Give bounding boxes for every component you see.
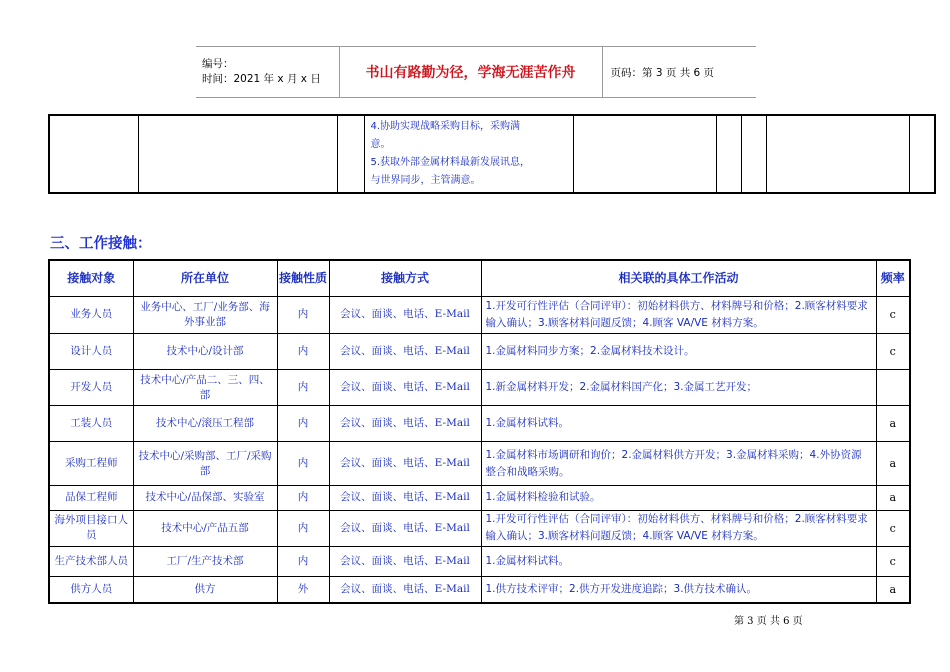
contact-object-cell: 供方人员 bbox=[49, 577, 133, 603]
method-cell: 会议、面谈、电话、E-Mail bbox=[329, 369, 481, 405]
unit-cell: 技术中心/产品二、三、四、部 bbox=[133, 369, 277, 405]
continued-line: 4.协助实现战略采购目标，采购满 bbox=[370, 121, 521, 132]
continued-line: 意。 bbox=[370, 139, 391, 150]
nature-cell: 外 bbox=[277, 577, 329, 603]
unit-cell: 技术中心/品保部、实验室 bbox=[133, 485, 277, 510]
nature-cell: 内 bbox=[277, 485, 329, 510]
header-unit: 所在单位 bbox=[133, 260, 277, 296]
unit-cell: 技术中心/采购部、工厂/采购部 bbox=[133, 442, 277, 485]
frequency-cell: c bbox=[876, 296, 910, 333]
contact-object-cell: 海外项目接口人员 bbox=[49, 510, 133, 546]
continued-cell-empty bbox=[766, 115, 909, 193]
method-cell: 会议、面谈、电话、E-Mail bbox=[329, 296, 481, 333]
unit-cell: 技术中心/设计部 bbox=[133, 333, 277, 369]
contact-object-cell: 工装人员 bbox=[49, 406, 133, 442]
frequency-cell: a bbox=[876, 485, 910, 510]
frequency-cell: c bbox=[876, 333, 910, 369]
table-row bbox=[49, 577, 910, 603]
continued-cell-empty bbox=[49, 115, 138, 193]
table-row bbox=[49, 485, 910, 510]
table-row bbox=[49, 442, 910, 485]
continued-line: 与世界同步，主管满意。 bbox=[370, 175, 481, 186]
unit-cell: 工厂/生产技术部 bbox=[133, 547, 277, 577]
unit-cell: 供方 bbox=[133, 577, 277, 603]
table-row bbox=[49, 510, 910, 546]
nature-cell: 内 bbox=[277, 547, 329, 577]
unit-cell: 技术中心/产品五部 bbox=[133, 510, 277, 546]
document-number-label: 编号： bbox=[202, 58, 234, 70]
method-cell: 会议、面谈、电话、E-Mail bbox=[329, 406, 481, 442]
table-header-row bbox=[49, 260, 910, 296]
nature-cell: 内 bbox=[277, 442, 329, 485]
continued-line: 5.获取外部金属材料最新发展讯息， bbox=[370, 157, 531, 168]
contact-object-cell: 生产技术部人员 bbox=[49, 547, 133, 577]
contact-object-cell: 设计人员 bbox=[49, 333, 133, 369]
header-nature: 接触性质 bbox=[277, 260, 329, 296]
unit-cell: 业务中心、工厂/业务部、海外事业部 bbox=[133, 296, 277, 333]
continued-cell-empty bbox=[716, 115, 741, 193]
activity-cell: 1.金属材料试料。 bbox=[481, 406, 876, 442]
nature-cell: 内 bbox=[277, 510, 329, 546]
header-meta bbox=[196, 47, 339, 98]
frequency-cell: c bbox=[876, 510, 910, 546]
method-cell: 会议、面谈、电话、E-Mail bbox=[329, 442, 481, 485]
frequency-cell: c bbox=[876, 547, 910, 577]
frequency-cell: a bbox=[876, 406, 910, 442]
page-footer: 第 3 页 共 6 页 bbox=[734, 616, 803, 627]
nature-cell: 内 bbox=[277, 406, 329, 442]
continued-cell-empty bbox=[138, 115, 337, 193]
table-row bbox=[49, 369, 910, 405]
table-row bbox=[49, 547, 910, 577]
section-title: 三、工作接触： bbox=[50, 236, 152, 252]
header-motto: 书山有路勤为径，学海无涯苦作舟 bbox=[339, 47, 602, 98]
activity-cell: 1.金属材料同步方案；2.金属材料技术设计。 bbox=[481, 333, 876, 369]
activity-cell: 1.新金属材料开发；2.金属材料国产化；3.金属工艺开发； bbox=[481, 369, 876, 405]
activity-cell: 1.金属材料市场调研和询价；2.金属材料供方开发；3.金属材料采购；4.外协资源整合和战略采购。 bbox=[481, 442, 876, 485]
nature-cell: 内 bbox=[277, 333, 329, 369]
continued-cell-empty bbox=[741, 115, 766, 193]
frequency-cell bbox=[876, 369, 910, 405]
header-method: 接触方式 bbox=[329, 260, 481, 296]
method-cell: 会议、面谈、电话、E-Mail bbox=[329, 577, 481, 603]
method-cell: 会议、面谈、电话、E-Mail bbox=[329, 485, 481, 510]
activity-cell: 1.开发可行性评估（合同评审）：初始材料供方、材料牌号和价格；2.顾客材料要求输入确认；3.顾客材料问题反馈；4.顾客 VA/VE 材料方案。 bbox=[481, 510, 876, 546]
method-cell: 会议、面谈、电话、E-Mail bbox=[329, 547, 481, 577]
method-cell: 会议、面谈、电话、E-Mail bbox=[329, 333, 481, 369]
activity-cell: 1.供方技术评审；2.供方开发进度追踪；3.供方技术确认。 bbox=[481, 577, 876, 603]
frequency-cell: a bbox=[876, 442, 910, 485]
activity-cell: 1.开发可行性评估（合同评审）：初始材料供方、材料牌号和价格；2.顾客材料要求输入确认；3.顾客材料问题反馈；4.顾客 VA/VE 材料方案。 bbox=[481, 296, 876, 333]
continued-cell-empty bbox=[337, 115, 364, 193]
frequency-cell: a bbox=[876, 577, 910, 603]
method-cell: 会议、面谈、电话、E-Mail bbox=[329, 510, 481, 546]
unit-cell: 技术中心/滚压工程部 bbox=[133, 406, 277, 442]
nature-cell: 内 bbox=[277, 296, 329, 333]
activity-cell: 1.金属材料检验和试验。 bbox=[481, 485, 876, 510]
header-activity: 相关联的具体工作活动 bbox=[481, 260, 876, 296]
header-contact-object: 接触对象 bbox=[49, 260, 133, 296]
continued-cell-empty bbox=[573, 115, 716, 193]
contact-object-cell: 开发人员 bbox=[49, 369, 133, 405]
page-header bbox=[196, 46, 756, 98]
contact-object-cell: 采购工程师 bbox=[49, 442, 133, 485]
table-row bbox=[49, 296, 910, 333]
header-frequency: 频率 bbox=[876, 260, 910, 296]
table-row bbox=[49, 406, 910, 442]
work-contact-table bbox=[48, 259, 911, 604]
contact-object-cell: 业务人员 bbox=[49, 296, 133, 333]
activity-cell: 1.金属材料试料。 bbox=[481, 547, 876, 577]
continued-responsibility-cell bbox=[364, 115, 573, 193]
continued-table bbox=[48, 114, 936, 194]
continued-cell-empty bbox=[909, 115, 935, 193]
contact-object-cell: 品保工程师 bbox=[49, 485, 133, 510]
nature-cell: 内 bbox=[277, 369, 329, 405]
table-row bbox=[49, 333, 910, 369]
document-date-label: 时间：2021 年 x 月 x 日 bbox=[202, 73, 321, 85]
header-page-number: 页码：第 3 页 共 6 页 bbox=[602, 47, 756, 98]
